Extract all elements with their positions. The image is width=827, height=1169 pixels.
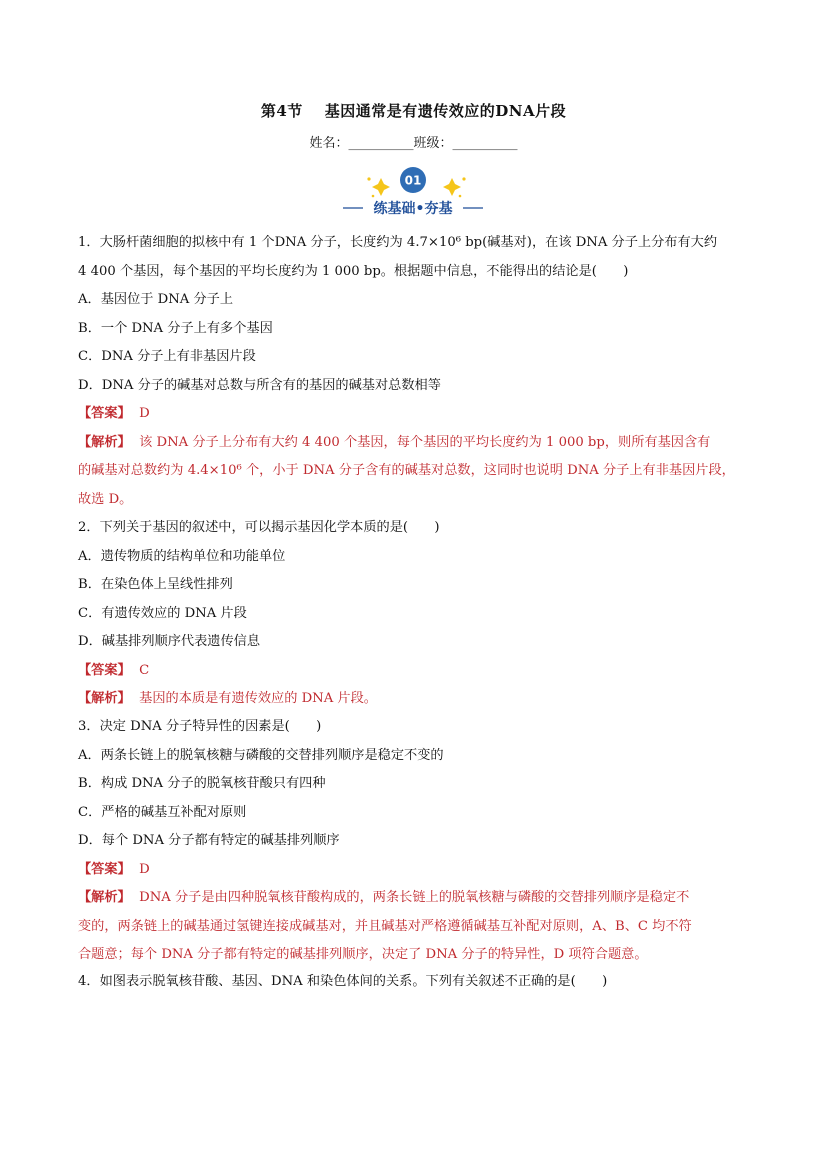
section-number: 第4节: [260, 102, 303, 120]
section-title: 基因通常是有遗传效应的DNA片段: [324, 102, 567, 120]
section-badge: [313, 162, 513, 220]
question-3-analysis: 合题意；每个 DNA 分子都有特定的碱基排列顺序，决定了 DNA 分子的特异性，D 项符合题意。: [78, 947, 648, 962]
question-2-answer: 【答案】 C: [78, 662, 150, 678]
badge-caption: 练基础•夯基: [373, 201, 453, 217]
question-1-option-b: B．一个 DNA 分子上有多个基因: [78, 320, 273, 336]
question-2-option-c: C．有遗传效应的 DNA 片段: [78, 605, 247, 621]
page-title: [0, 100, 827, 121]
question-1-stem: 4 400 个基因，每个基因的平均长度约为 1 000 bp。根据题中信息，不能得出的结论是( ): [78, 263, 629, 279]
question-3-option-b: B．构成 DNA 分子的脱氧核苷酸只有四种: [78, 776, 326, 791]
question-1-option-a: A．基因位于 DNA 分子上: [78, 292, 234, 307]
question-4-stem: 4．如图表示脱氧核苷酸、基因、DNA 和染色体间的关系。下列有关叙述不正确的是( ): [78, 974, 608, 989]
sparkle-left-icon: [367, 177, 390, 197]
question-4: [78, 968, 758, 997]
class-blank[interactable]: __________: [452, 136, 518, 151]
question-1-analysis: 【解析】 该 DNA 分子上分布有大约 4 400 个基因，每个基因的平均长度约为 1 000 bp，则所有基因含有: [78, 434, 711, 450]
question-2-analysis: 【解析】 基因的本质是有遗传效应的 DNA 片段。: [78, 691, 377, 706]
name-blank[interactable]: __________: [348, 136, 414, 151]
question-2-option-b: B．在染色体上呈线性排列: [78, 577, 233, 592]
question-2-option-d: D．碱基排列顺序代表遗传信息: [78, 634, 261, 649]
question-1-stem: 1．大肠杆菌细胞的拟核中有 1 个DNA 分子，长度约为 4.7×10⁶ bp(碱基对)，在该 DNA 分子上分布有大约: [78, 235, 718, 250]
question-3-stem: 3．决定 DNA 分子特异性的因素是( ): [78, 719, 322, 734]
question-1-answer: 【答案】 D: [78, 406, 150, 421]
question-2-option-a: A．遗传物质的结构单位和功能单位: [78, 548, 286, 564]
question-1: [78, 229, 758, 514]
question-1-option-d: D．DNA 分子的碱基对总数与所含有的基因的碱基对总数相等: [78, 377, 441, 393]
question-1-option-c: C．DNA 分子上有非基因片段: [78, 349, 256, 364]
question-2: [78, 514, 758, 714]
student-info-line: [0, 132, 827, 151]
question-3: [78, 713, 758, 970]
badge-number: 01: [404, 173, 422, 188]
sparkle-right-icon: [443, 177, 466, 197]
question-3-analysis: 变的，两条链上的碱基通过氢键连接成碱基对，并且碱基对严格遵循碱基互补配对原则，A、B、C 均不符: [78, 918, 692, 934]
question-3-answer: 【答案】 D: [78, 861, 150, 877]
question-1-analysis: 故选 D。: [78, 491, 133, 507]
class-label: 班级：: [413, 136, 453, 151]
name-label: 姓名：: [309, 136, 349, 151]
question-1-analysis: 的碱基对总数约为 4.4×10⁶ 个，小于 DNA 分子含有的碱基对总数，这同时也说明 DNA 分子上有非基因片段，: [78, 463, 735, 478]
question-2-stem: 2．下列关于基因的叙述中，可以揭示基因化学本质的是( ): [78, 520, 440, 535]
question-3-option-a: A．两条长链上的脱氧核糖与磷酸的交替排列顺序是稳定不变的: [78, 747, 444, 763]
question-3-option-d: D．每个 DNA 分子都有特定的碱基排列顺序: [78, 833, 340, 848]
badge-number-circle: [400, 167, 426, 193]
question-3-analysis: 【解析】 DNA 分子是由四种脱氧核苷酸构成的，两条长链上的脱氧核糖与磷酸的交替排列顺序是稳定不: [78, 890, 690, 905]
question-3-option-c: C．严格的碱基互补配对原则: [78, 804, 247, 820]
